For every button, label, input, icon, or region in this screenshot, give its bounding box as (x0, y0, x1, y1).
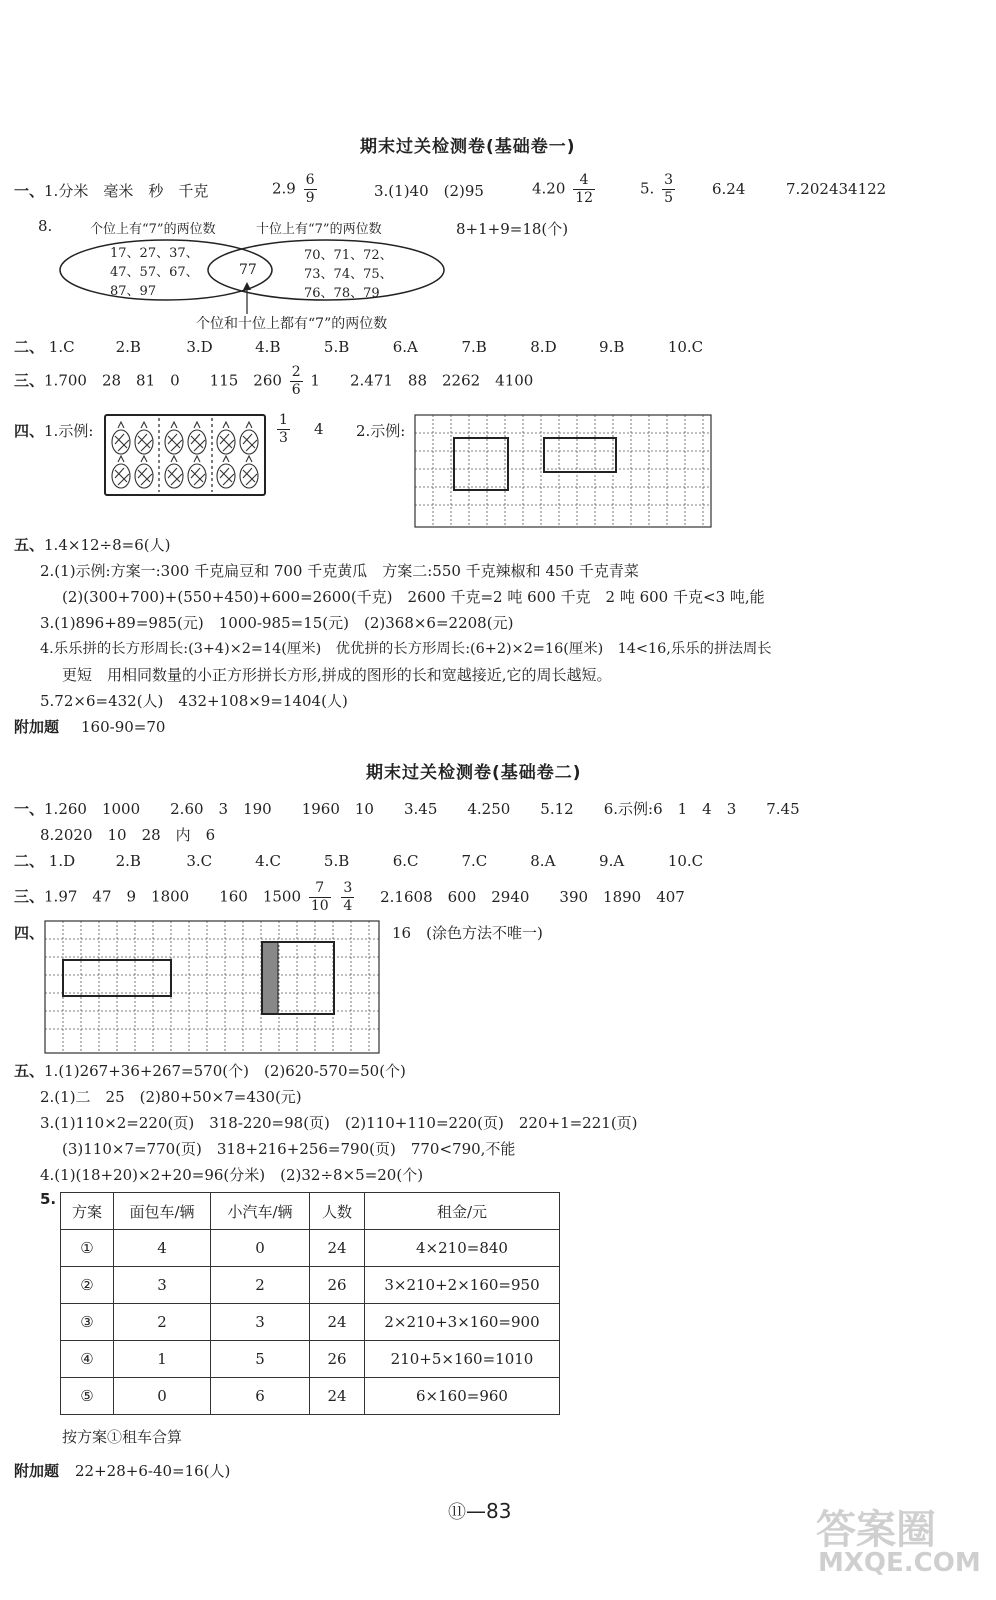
venn-left-label: 个位上有“7”的两位数 (90, 222, 216, 237)
venn-bottom-label: 个位和十位上都有“7”的两位数 (196, 316, 388, 332)
answer-q8: 8. (38, 217, 53, 235)
page-number: ⑪—83 (448, 1499, 512, 1523)
test1-s4-four: 4 (314, 420, 324, 438)
fraction: $\frac{4}{12}$ (575, 172, 594, 206)
test2-bonus: 附加题 22+28+6-40=16(人) (14, 1462, 231, 1480)
venn-formula: 8+1+9=18(个) (456, 220, 569, 238)
test1-s1-row (14, 180, 208, 201)
section-label: 一、 (14, 182, 45, 200)
fraction: $\frac{3}{5}$ (664, 172, 674, 206)
venn-right-items: 70、71、72、 73、74、75、 76、78、79 (304, 248, 393, 301)
answer-q5: 5. $\frac{3}{5}$ (640, 172, 674, 206)
test1-s4-q2: 2.示例: (356, 422, 406, 440)
fraction: $\frac{6}{9}$ (305, 172, 315, 206)
test2-s2-row: 二、 1.D 2.B 3.C 4.C 5.B 6.C 7.C 8.A 9.A 10.C (14, 852, 704, 870)
test1-s2-row: 二、 1.C 2.B 3.D 4.B 5.B 6.A 7.B 8.D 9.B 10.C (14, 338, 704, 356)
answer-q2: 2.9 $\frac{6}{9}$ (272, 172, 315, 206)
pineapple-icon (240, 422, 258, 454)
fraction: $\frac{2}{6}$ (291, 364, 301, 398)
venn-right-label: 十位上有“7”的两位数 (256, 222, 382, 237)
venn-left-items: 17、27、37、 47、57、67、 87、97 (110, 246, 199, 299)
pineapple-icon (217, 456, 235, 488)
table-row: ③ 2 3 24 2×210+3×160=900 (61, 1304, 560, 1341)
answer-q7: 7.202434122 (786, 180, 887, 198)
answer-q3: 3.(1)40 (2)95 (374, 182, 484, 200)
pineapple-icon (112, 456, 130, 488)
watermark-url: MXQE.COM (818, 1548, 981, 1578)
pineapple-icon (188, 422, 206, 454)
test2-s3-row: 三、1.97 47 9 1800 160 1500 $\frac{7}{10}$ $\frac{3}{4}$ 2.1608 600 2940 390 1890 407 (14, 880, 685, 914)
pineapple-icon (135, 422, 153, 454)
test2-s4-note: 16 (涂色方法不唯一) (392, 924, 543, 942)
test1-title: 期末过关检测卷(基础卷一) (360, 137, 576, 157)
answer: 1.分米 毫米 秒 千克 (44, 182, 209, 200)
table-row: ① 4 0 24 4×210=840 (61, 1230, 560, 1267)
pineapple-icon (217, 422, 235, 454)
test2-s1-line2: 8.2020 10 28 内 6 (40, 826, 216, 844)
test2-conclusion: 按方案①租车合算 (62, 1428, 183, 1446)
fraction: $\frac{3}{4}$ (343, 880, 353, 914)
pineapple-box (104, 414, 266, 496)
test2-s5: 五、1.(1)267+36+267=570(个) (2)620-570=50(个) 2.(1)二 25 (2)80+50×7=430(元) 3.(1)110×2=220(页) 318-220=98(页) (2)110+110=220(页) 220+1=221(页) (3)110×7=770(页) 318+216+256=790(页) 770<790,不能 4.(1)(18+20)×2+20=96(分米) (2)32÷8×5=20(个) (14, 1062, 638, 1184)
fraction: $\frac{7}{10}$ (310, 880, 329, 914)
watermark-logo: 答案圈 (816, 1507, 936, 1553)
table-header: 方案 面包车/辆 小汽车/辆 人数 租金/元 (61, 1193, 560, 1230)
test2-title: 期末过关检测卷(基础卷二) (366, 763, 582, 783)
pineapple-icon (165, 456, 183, 488)
table-row: ② 3 2 26 3×210+2×160=950 (61, 1267, 560, 1304)
pineapple-icon (165, 422, 183, 454)
venn-pointer-arrow (243, 282, 251, 290)
answer-q6: 6.24 (712, 180, 746, 198)
grid-figure-1 (414, 414, 712, 528)
test2-s4-label: 四、 (14, 924, 45, 942)
test2-s1-line1: 一、1.260 1000 2.60 3 190 1960 10 3.45 4.250 5.12 6.示例:6 1 4 3 7.45 (14, 800, 800, 818)
table-row: ④ 1 5 26 210+5×160=1010 (61, 1341, 560, 1378)
pineapple-icon (188, 456, 206, 488)
pineapple-icon (135, 456, 153, 488)
test1-s4-label: 四、1.示例: (14, 422, 94, 440)
venn-center: 77 (239, 262, 257, 278)
grid-figure-2 (44, 920, 380, 1054)
test2-q5: 5. (40, 1190, 57, 1208)
pineapple-icon (112, 422, 130, 454)
answer-q4: 4.20 $\frac{4}{12}$ (532, 172, 594, 206)
test1-s4-frac: $\frac{1}{3}$ (279, 412, 288, 446)
shaded-strip (262, 942, 278, 1014)
pineapple-icon (240, 456, 258, 488)
rectangle-shape (544, 438, 616, 472)
square-shape (454, 438, 508, 490)
table-row: ⑤ 0 6 24 6×160=960 (61, 1378, 560, 1415)
test1-s3-row: 三、1.700 28 81 0 115 260 $\frac{2}{6}$ 1 2.471 88 2262 4100 (14, 364, 534, 398)
rental-table (60, 1192, 560, 1415)
test1-s5: 五、1.4×12÷8=6(人) 2.(1)示例:方案一:300 千克扁豆和 700 千克黄瓜 方案二:550 千克辣椒和 450 千克青菜 (2)(300+700)+(550+450)+600=2600(千克) 2600 千克=2 吨 600 千克 2 吨 600 千克<3 吨,能 3.(1)896+89=985(元) 1000-985=15(元) (2)368×6=2208(元) 4.乐乐拼的长方形周长:(3+4)×2=14(厘米) 优优拼的长方形周长:(6+2)×2=16(厘米) 14<16,乐乐的拼法周长 更短 用相同数量的小正方形拼长方形,拼成的图形的长和宽越接近,它的周长越短。 5.72×6=432(人) 432+108×9=1404(人) 附加题 160-90=70 (14, 536, 772, 736)
